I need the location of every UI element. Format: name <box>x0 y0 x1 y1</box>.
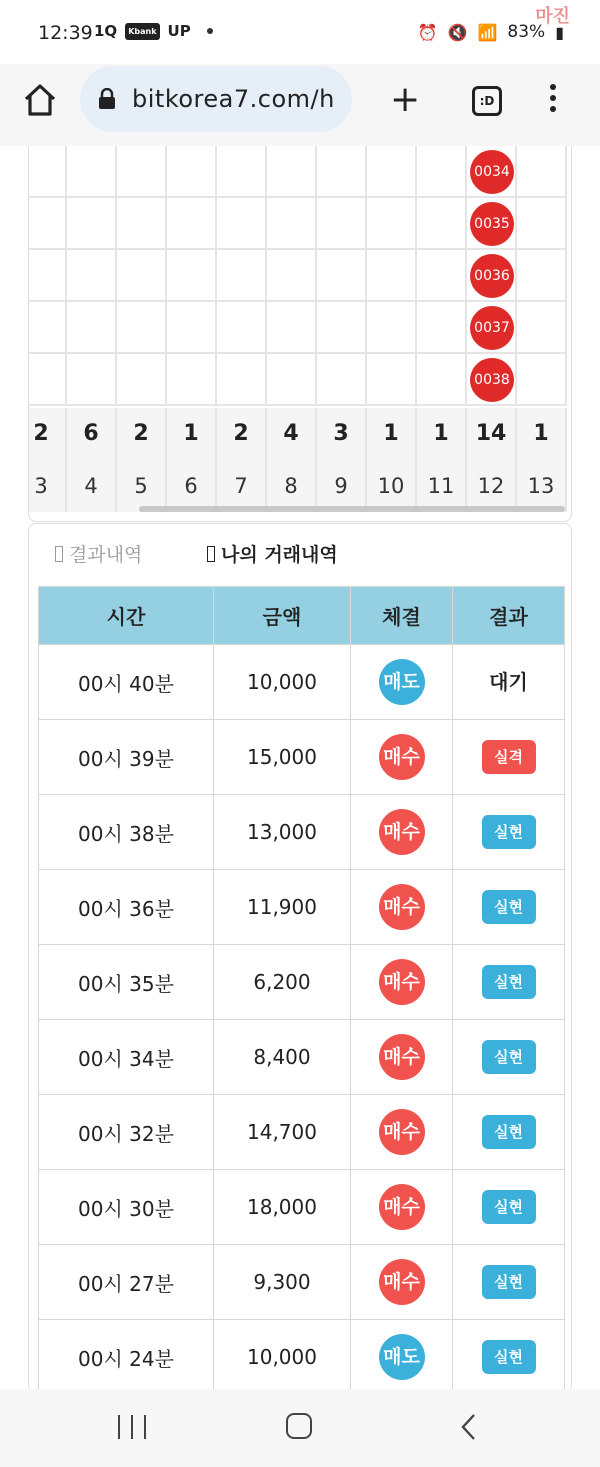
table-row <box>39 720 565 795</box>
table-row <box>39 1170 565 1245</box>
grid-cell <box>517 354 567 406</box>
new-tab-icon[interactable]: + <box>390 79 421 120</box>
up-icon: UP <box>167 22 191 40</box>
trade-side-cell <box>351 720 453 795</box>
notification-icons <box>94 22 213 40</box>
kbank-icon: Kbank <box>125 23 159 40</box>
column-count: 1 <box>367 408 417 460</box>
column-count: 2 <box>217 408 267 460</box>
header-result: 결과 <box>453 587 565 645</box>
trade-result-cell <box>453 1320 565 1394</box>
trade-time: 00시 24분 <box>39 1320 214 1394</box>
table-row <box>39 945 565 1020</box>
grid-cell <box>167 146 217 198</box>
grid-cell <box>517 302 567 354</box>
home-nav-icon[interactable] <box>286 1413 312 1439</box>
back-icon[interactable] <box>460 1413 476 1441</box>
table-row <box>39 645 565 720</box>
grid-cell <box>117 146 167 198</box>
result-circle: 0036 <box>470 254 514 298</box>
trade-time: 00시 38분 <box>39 795 214 870</box>
grid-cell <box>417 250 467 302</box>
grid-cell <box>367 302 417 354</box>
result-badge: 실현 <box>482 890 536 924</box>
grid-cell <box>367 198 417 250</box>
grid-cell <box>417 354 467 406</box>
grid-cell <box>267 250 317 302</box>
table-header-row <box>39 587 565 645</box>
trade-amount: 10,000 <box>214 645 351 720</box>
column-count: 14 <box>467 408 517 460</box>
grid-cell <box>517 198 567 250</box>
column-number: 7 <box>217 460 267 512</box>
grid-cell <box>317 146 367 198</box>
tab-my-trades[interactable] <box>207 540 338 567</box>
grid-cell <box>267 146 317 198</box>
result-badge: 실격 <box>482 740 536 774</box>
column-number: 3 <box>28 460 67 512</box>
side-badge: 매수 <box>379 1184 425 1230</box>
column-count: 2 <box>28 408 67 460</box>
table-row <box>39 1095 565 1170</box>
trade-side-cell <box>351 1170 453 1245</box>
grid-cell <box>167 354 217 406</box>
trade-table <box>38 586 565 1393</box>
table-row <box>39 795 565 870</box>
grid-cell <box>267 198 317 250</box>
trade-amount: 8,400 <box>214 1020 351 1095</box>
trade-time: 00시 36분 <box>39 870 214 945</box>
trade-result-cell <box>453 870 565 945</box>
trade-time: 00시 27분 <box>39 1245 214 1320</box>
side-badge: 매도 <box>379 1334 425 1380</box>
table-row <box>39 1320 565 1394</box>
column-count: 4 <box>267 408 317 460</box>
trade-side-cell <box>351 870 453 945</box>
mute-icon: 🔇 <box>447 22 468 42</box>
trade-time: 00시 40분 <box>39 645 214 720</box>
table-row <box>39 1020 565 1095</box>
grid-cell <box>67 354 117 406</box>
grid-cell <box>117 302 167 354</box>
grid-cell <box>28 146 67 198</box>
column-count: 1 <box>417 408 467 460</box>
lock-icon <box>98 88 116 110</box>
trade-amount: 18,000 <box>214 1170 351 1245</box>
trade-side-cell <box>351 1020 453 1095</box>
horizontal-scrollbar[interactable] <box>139 506 565 512</box>
trade-amount: 11,900 <box>214 870 351 945</box>
pattern-grid-panel <box>28 146 572 522</box>
trade-amount: 13,000 <box>214 795 351 870</box>
browser-toolbar <box>0 64 600 146</box>
column-number: 4 <box>67 460 117 512</box>
grid-cell <box>317 302 367 354</box>
side-badge: 매수 <box>379 734 425 780</box>
column-number: 12 <box>467 460 517 512</box>
grid-cell <box>28 354 67 406</box>
trade-side-cell <box>351 795 453 870</box>
result-badge: 실현 <box>482 1115 536 1149</box>
grid-cell <box>67 302 117 354</box>
trade-side-cell <box>351 1245 453 1320</box>
grid-cell <box>217 146 267 198</box>
url-text: bitkorea7.com/h <box>132 85 335 113</box>
grid-cell <box>167 250 217 302</box>
table-row <box>39 870 565 945</box>
grid-cell <box>67 250 117 302</box>
column-number: 8 <box>267 460 317 512</box>
trade-time: 00시 32분 <box>39 1095 214 1170</box>
grid-cell <box>167 198 217 250</box>
result-circle: 0034 <box>470 150 514 194</box>
grid-cell <box>417 302 467 354</box>
system-nav-bar <box>0 1389 600 1467</box>
grid-cell <box>217 198 267 250</box>
result-badge: 실현 <box>482 965 536 999</box>
trade-result-cell <box>453 1020 565 1095</box>
trade-history-panel <box>28 523 572 1393</box>
trade-side-cell <box>351 1095 453 1170</box>
side-badge: 매수 <box>379 1109 425 1155</box>
column-count-row <box>29 408 565 460</box>
battery-icon: ▮ <box>555 22 564 42</box>
trade-result-cell <box>453 1170 565 1245</box>
side-badge: 매도 <box>379 659 425 705</box>
grid-cell <box>117 198 167 250</box>
column-count: 2 <box>117 408 167 460</box>
alarm-icon: ⏰ <box>417 22 438 42</box>
trade-result-cell <box>453 645 565 720</box>
grid-cell <box>367 146 417 198</box>
grid-cell <box>317 198 367 250</box>
result-badge: 실현 <box>482 1040 536 1074</box>
column-count: 1 <box>167 408 217 460</box>
table-row <box>39 1245 565 1320</box>
side-badge: 매수 <box>379 1034 425 1080</box>
column-number-row <box>29 460 565 512</box>
grid-cell <box>317 250 367 302</box>
result-badge: 실현 <box>482 1190 536 1224</box>
result-circle: 0037 <box>470 306 514 350</box>
watermark: 마진 <box>535 6 570 27</box>
tab-icon <box>207 546 215 562</box>
trade-time: 00시 35분 <box>39 945 214 1020</box>
grid-cell <box>517 250 567 302</box>
app-1q-icon: 1Q <box>94 22 118 40</box>
trade-amount: 9,300 <box>214 1245 351 1320</box>
result-badge: 실현 <box>482 815 536 849</box>
grid-cell <box>67 198 117 250</box>
trade-result-cell <box>453 720 565 795</box>
trade-amount: 6,200 <box>214 945 351 1020</box>
recent-apps-icon[interactable] <box>118 1415 146 1439</box>
grid-cell <box>267 354 317 406</box>
grid-cell <box>28 250 67 302</box>
grid-cell <box>217 354 267 406</box>
column-number: 10 <box>367 460 417 512</box>
side-badge: 매수 <box>379 1259 425 1305</box>
trade-side-cell <box>351 945 453 1020</box>
result-badge: 실현 <box>482 1265 536 1299</box>
tab-icon <box>55 546 63 562</box>
trade-amount: 14,700 <box>214 1095 351 1170</box>
grid-cell <box>167 302 217 354</box>
column-count: 6 <box>67 408 117 460</box>
trade-side-cell <box>351 1320 453 1394</box>
header-amount: 금액 <box>214 587 351 645</box>
grid-cell <box>28 302 67 354</box>
status-time: 12:39 <box>38 22 93 44</box>
grid-cell <box>417 198 467 250</box>
status-bar <box>0 0 600 64</box>
trade-result-cell <box>453 945 565 1020</box>
grid-cell <box>367 354 417 406</box>
trade-amount: 15,000 <box>214 720 351 795</box>
column-count: 1 <box>517 408 567 460</box>
system-icons <box>418 22 564 42</box>
wifi-icon: 📶 <box>477 22 498 42</box>
tab-results-label: 결과내역 <box>69 544 143 566</box>
side-badge: 매수 <box>379 884 425 930</box>
column-number: 5 <box>117 460 167 512</box>
header-time: 시간 <box>39 587 214 645</box>
battery-level: 83% <box>507 22 546 42</box>
grid-cell <box>217 250 267 302</box>
grid-cell <box>117 250 167 302</box>
column-count: 3 <box>317 408 367 460</box>
result-circle: 0035 <box>470 202 514 246</box>
result-circle: 0038 <box>470 358 514 402</box>
trade-time: 00시 34분 <box>39 1020 214 1095</box>
grid-cell <box>67 146 117 198</box>
grid-cell <box>28 198 67 250</box>
grid-cell <box>417 146 467 198</box>
trade-time: 00시 39분 <box>39 720 214 795</box>
result-badge: 대기 <box>489 670 528 694</box>
trade-result-cell <box>453 1095 565 1170</box>
grid-cell <box>367 250 417 302</box>
trade-result-cell <box>453 1245 565 1320</box>
trade-time: 00시 30분 <box>39 1170 214 1245</box>
overflow-menu-icon[interactable] <box>545 84 561 120</box>
side-badge: 매수 <box>379 959 425 1005</box>
column-number: 13 <box>517 460 567 512</box>
column-number: 6 <box>167 460 217 512</box>
grid-cell <box>217 302 267 354</box>
grid-cell <box>317 354 367 406</box>
tab-results[interactable] <box>55 540 142 567</box>
header-side: 체결 <box>351 587 453 645</box>
tab-my-trades-label: 나의 거래내역 <box>221 544 338 566</box>
trade-result-cell <box>453 795 565 870</box>
history-tabs <box>29 524 572 586</box>
tab-switcher-button[interactable]: :D <box>472 86 502 116</box>
more-notifications-dot <box>207 28 213 34</box>
grid-cell <box>517 146 567 198</box>
trade-amount: 10,000 <box>214 1320 351 1394</box>
result-badge: 실현 <box>482 1340 536 1374</box>
home-icon[interactable] <box>22 82 58 118</box>
grid-cell <box>267 302 317 354</box>
grid-cell <box>117 354 167 406</box>
column-number: 11 <box>417 460 467 512</box>
trade-side-cell <box>351 645 453 720</box>
column-number: 9 <box>317 460 367 512</box>
side-badge: 매수 <box>379 809 425 855</box>
address-bar[interactable] <box>80 66 352 132</box>
